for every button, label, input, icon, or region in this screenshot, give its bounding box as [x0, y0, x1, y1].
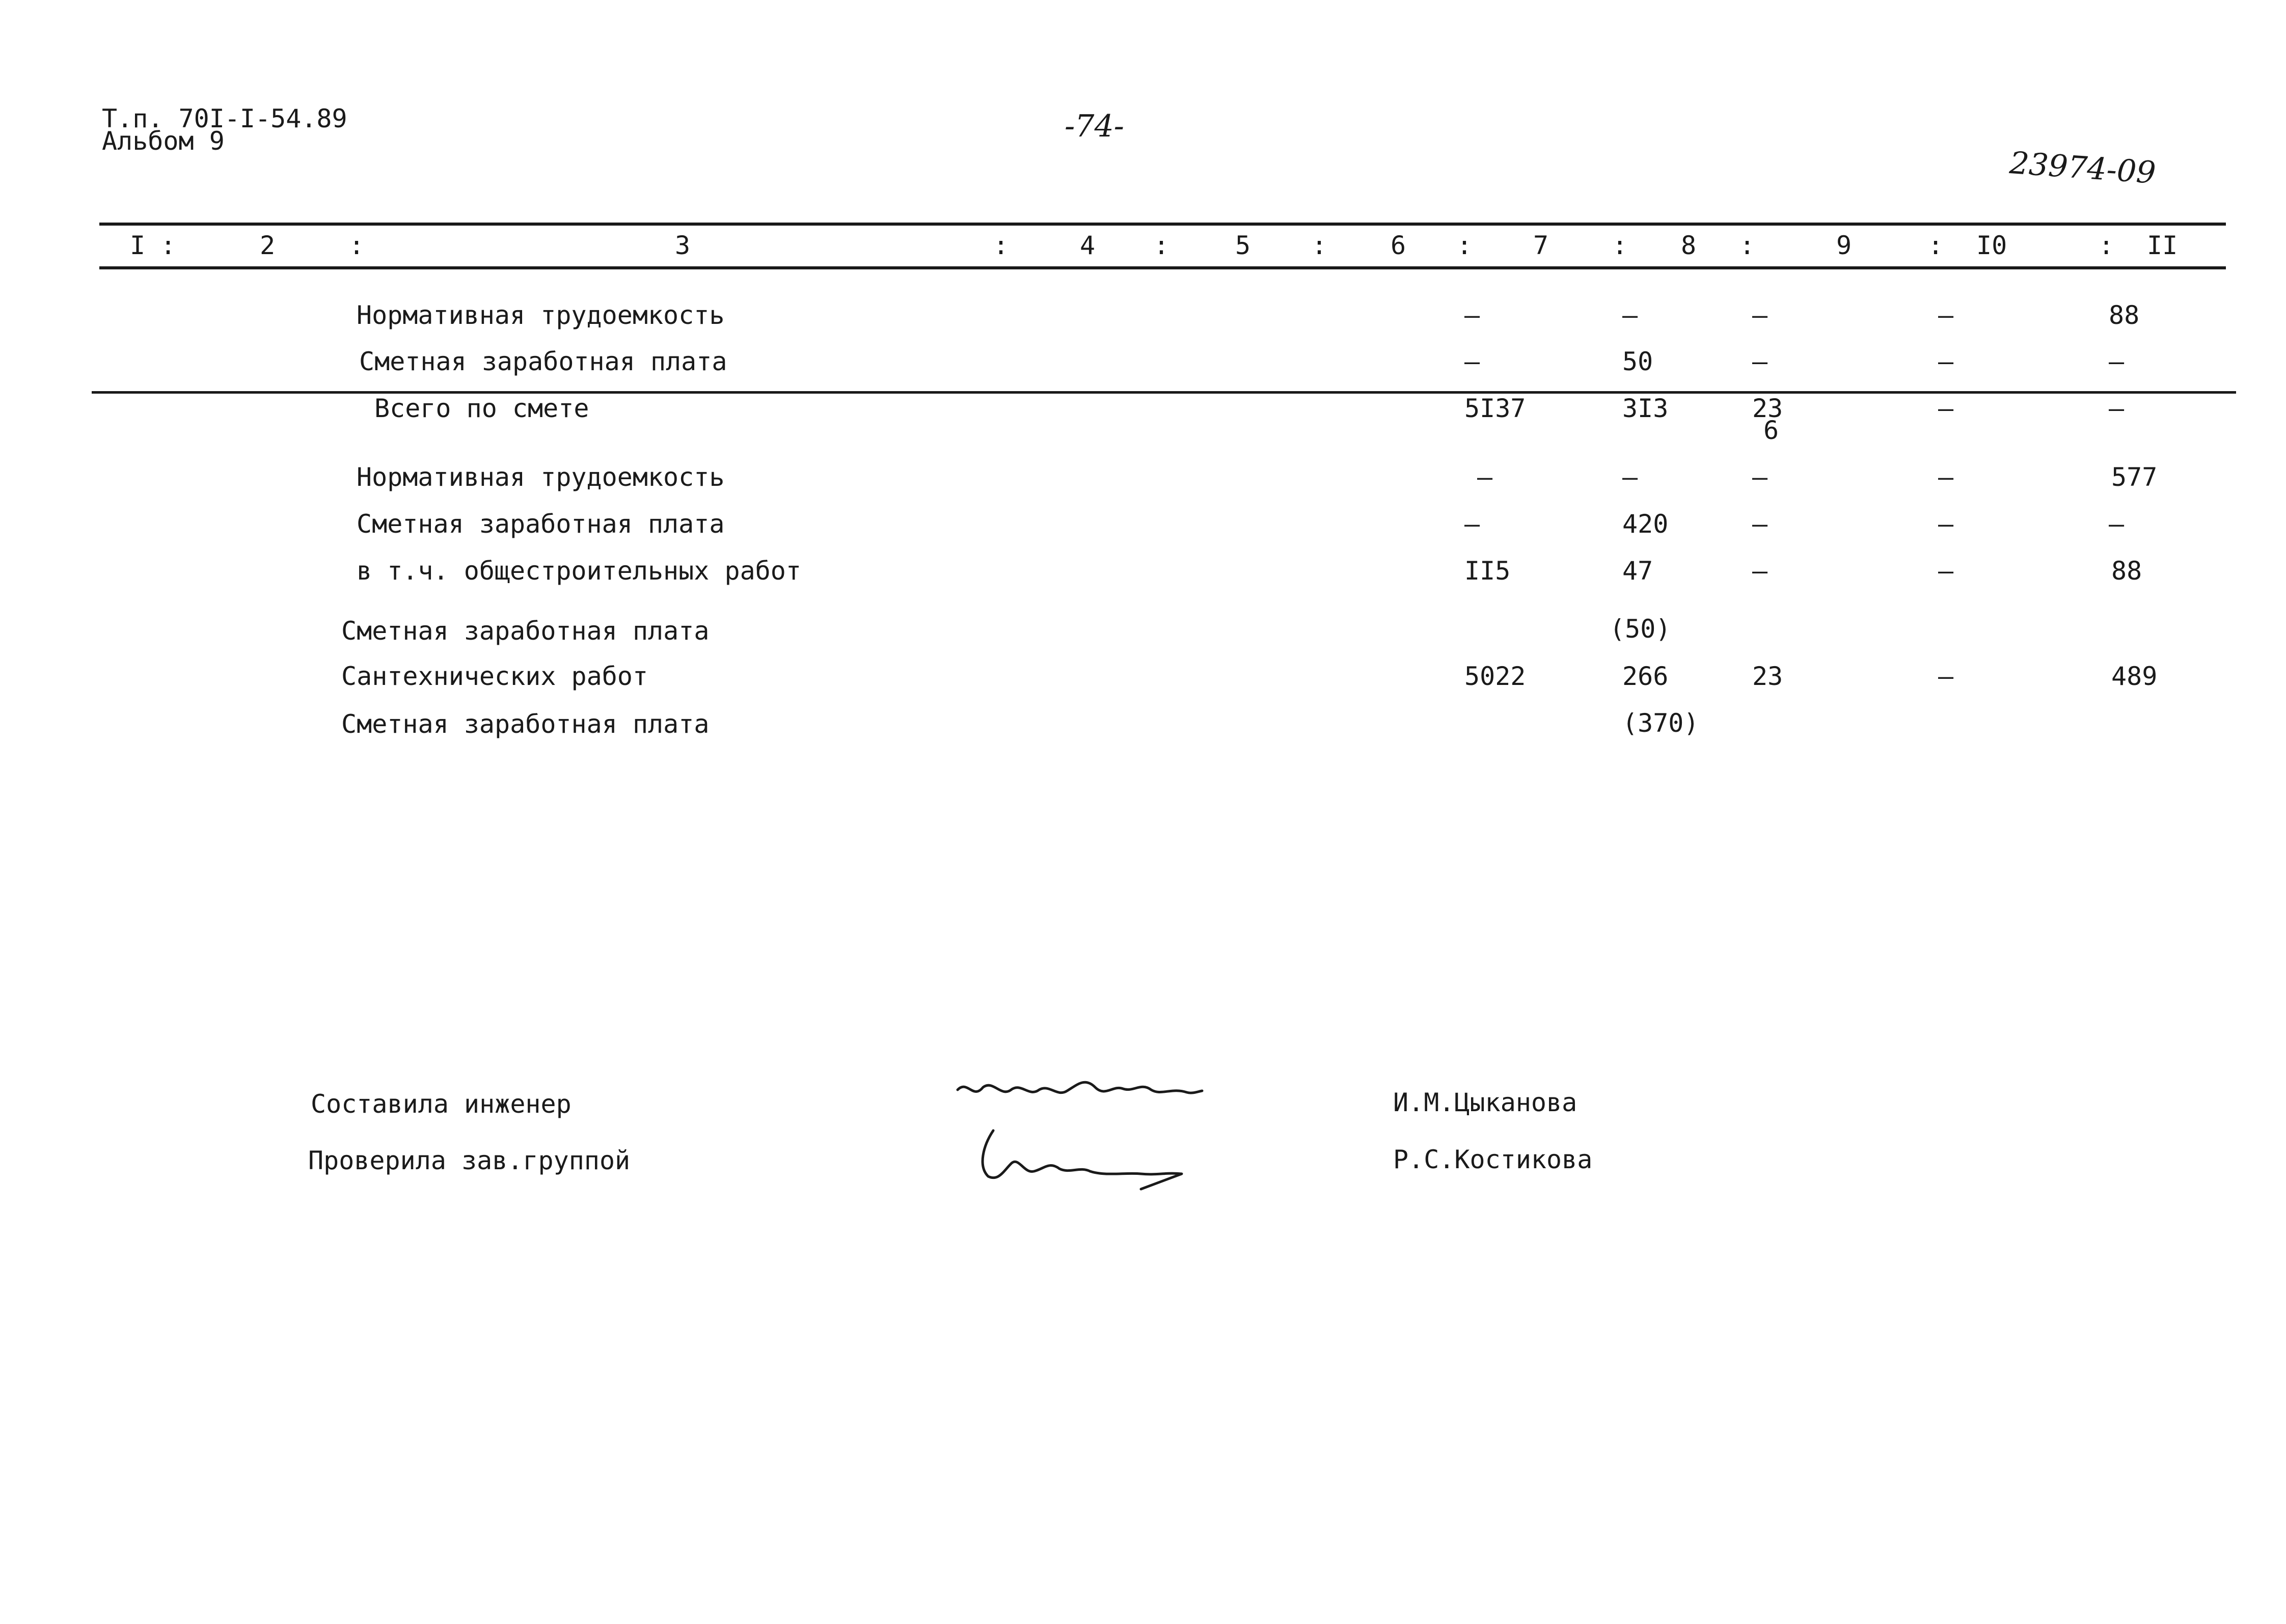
row-label: Нормативная трудоемкость — [357, 300, 725, 330]
cell-col-9: – — [1752, 462, 1768, 492]
cell-col-8: 266 — [1622, 662, 1669, 691]
col-sep: : — [160, 231, 176, 260]
row-label: Всего по смете — [374, 394, 589, 423]
doc-ref-line2: Альбом 9 — [102, 126, 225, 156]
cell-col-10: – — [1938, 556, 1954, 586]
compiled-by-name: И.М.Цыканова — [1393, 1088, 1577, 1117]
cell-col-8: 47 — [1622, 556, 1653, 586]
row-label: в т.ч. общестроительных работ — [357, 556, 801, 586]
table-header-rule — [99, 266, 2226, 269]
col-sep: : — [1928, 231, 1944, 260]
cell-col-10: – — [1938, 509, 1954, 539]
cell-col-10: – — [1938, 394, 1954, 423]
cell-col-7: – — [1464, 347, 1480, 376]
col-sep: : — [2099, 231, 2114, 260]
row-label: Сметная заработная плата — [341, 709, 710, 739]
page-number: -74- — [1065, 108, 1124, 144]
compiled-by-label: Составила инженер — [311, 1089, 572, 1119]
cell-col-8: 50 — [1622, 347, 1653, 376]
col-sep: : — [1739, 231, 1755, 260]
cell-col-10: – — [1938, 300, 1954, 330]
col-sep: : — [1154, 231, 1169, 260]
col-header-11: II — [2147, 231, 2178, 260]
cell-col-11: 88 — [2109, 300, 2140, 330]
col-sep: : — [993, 231, 1009, 260]
cell-col-8: – — [1622, 462, 1638, 492]
cell-col-7: 5022 — [1464, 662, 1526, 691]
cell-col-8: 420 — [1622, 509, 1669, 539]
cell-col-10: – — [1938, 662, 1954, 691]
col-header-1: I — [130, 231, 146, 260]
col-header-3: 3 — [675, 231, 691, 260]
cell-col-11: – — [2109, 394, 2125, 423]
cell-col-7: – — [1464, 300, 1480, 330]
row-label: Сантехнических работ — [341, 662, 648, 691]
cell-col-9: 23 — [1752, 662, 1783, 691]
cell-col-10: – — [1938, 347, 1954, 376]
cell-col-9: – — [1752, 347, 1768, 376]
cell-col-11: 489 — [2111, 662, 2158, 691]
col-sep: : — [1457, 231, 1473, 260]
cell-col-9: – — [1752, 509, 1768, 539]
cell-col-11: – — [2109, 509, 2125, 539]
cell-col-11: – — [2109, 347, 2125, 376]
doc-ref-line1: Т.п. 70I-I-54.89 — [102, 104, 347, 133]
col-header-2: 2 — [260, 231, 276, 260]
col-header-6: 6 — [1391, 231, 1406, 260]
cell-col-8: – — [1622, 300, 1638, 330]
checked-by-name: Р.С.Костикова — [1393, 1145, 1593, 1174]
cell-col-9-line2: 6 — [1763, 416, 1779, 445]
col-header-7: 7 — [1533, 231, 1549, 260]
col-header-10: I0 — [1976, 231, 2007, 260]
cell-col-9: – — [1752, 556, 1768, 586]
col-header-9: 9 — [1836, 231, 1852, 260]
cell-col-8: 3I3 — [1622, 394, 1669, 423]
row-label: Сметная заработная плата — [341, 616, 710, 646]
row-label: Сметная заработная плата — [359, 347, 727, 376]
cell-col-7: 5I37 — [1464, 394, 1526, 423]
checked-by-label: Проверила зав.группой — [308, 1146, 631, 1175]
row-label: Сметная заработная плата — [357, 509, 725, 539]
table-top-rule — [99, 223, 2226, 226]
col-sep: : — [1312, 231, 1327, 260]
col-sep: : — [349, 231, 365, 260]
cell-col-8: (370) — [1622, 708, 1699, 738]
cell-col-11: 88 — [2111, 556, 2142, 586]
cell-col-7: II5 — [1464, 556, 1511, 586]
cell-col-11: 577 — [2111, 462, 2158, 492]
archive-number: 23974-09 — [2008, 145, 2157, 191]
cell-col-7: – — [1477, 462, 1493, 492]
col-header-8: 8 — [1681, 231, 1697, 260]
col-sep: : — [1612, 231, 1628, 260]
cell-col-10: – — [1938, 462, 1954, 492]
col-header-5: 5 — [1235, 231, 1251, 260]
col-header-4: 4 — [1080, 231, 1096, 260]
cell-col-8: (50) — [1610, 614, 1671, 644]
row-label: Нормативная трудоемкость — [357, 462, 725, 492]
compiled-signature — [953, 1069, 1207, 1115]
checked-signature — [973, 1125, 1197, 1192]
cell-col-9: 23 — [1752, 394, 1783, 423]
cell-col-9: – — [1752, 300, 1768, 330]
cell-col-7: – — [1464, 509, 1480, 539]
